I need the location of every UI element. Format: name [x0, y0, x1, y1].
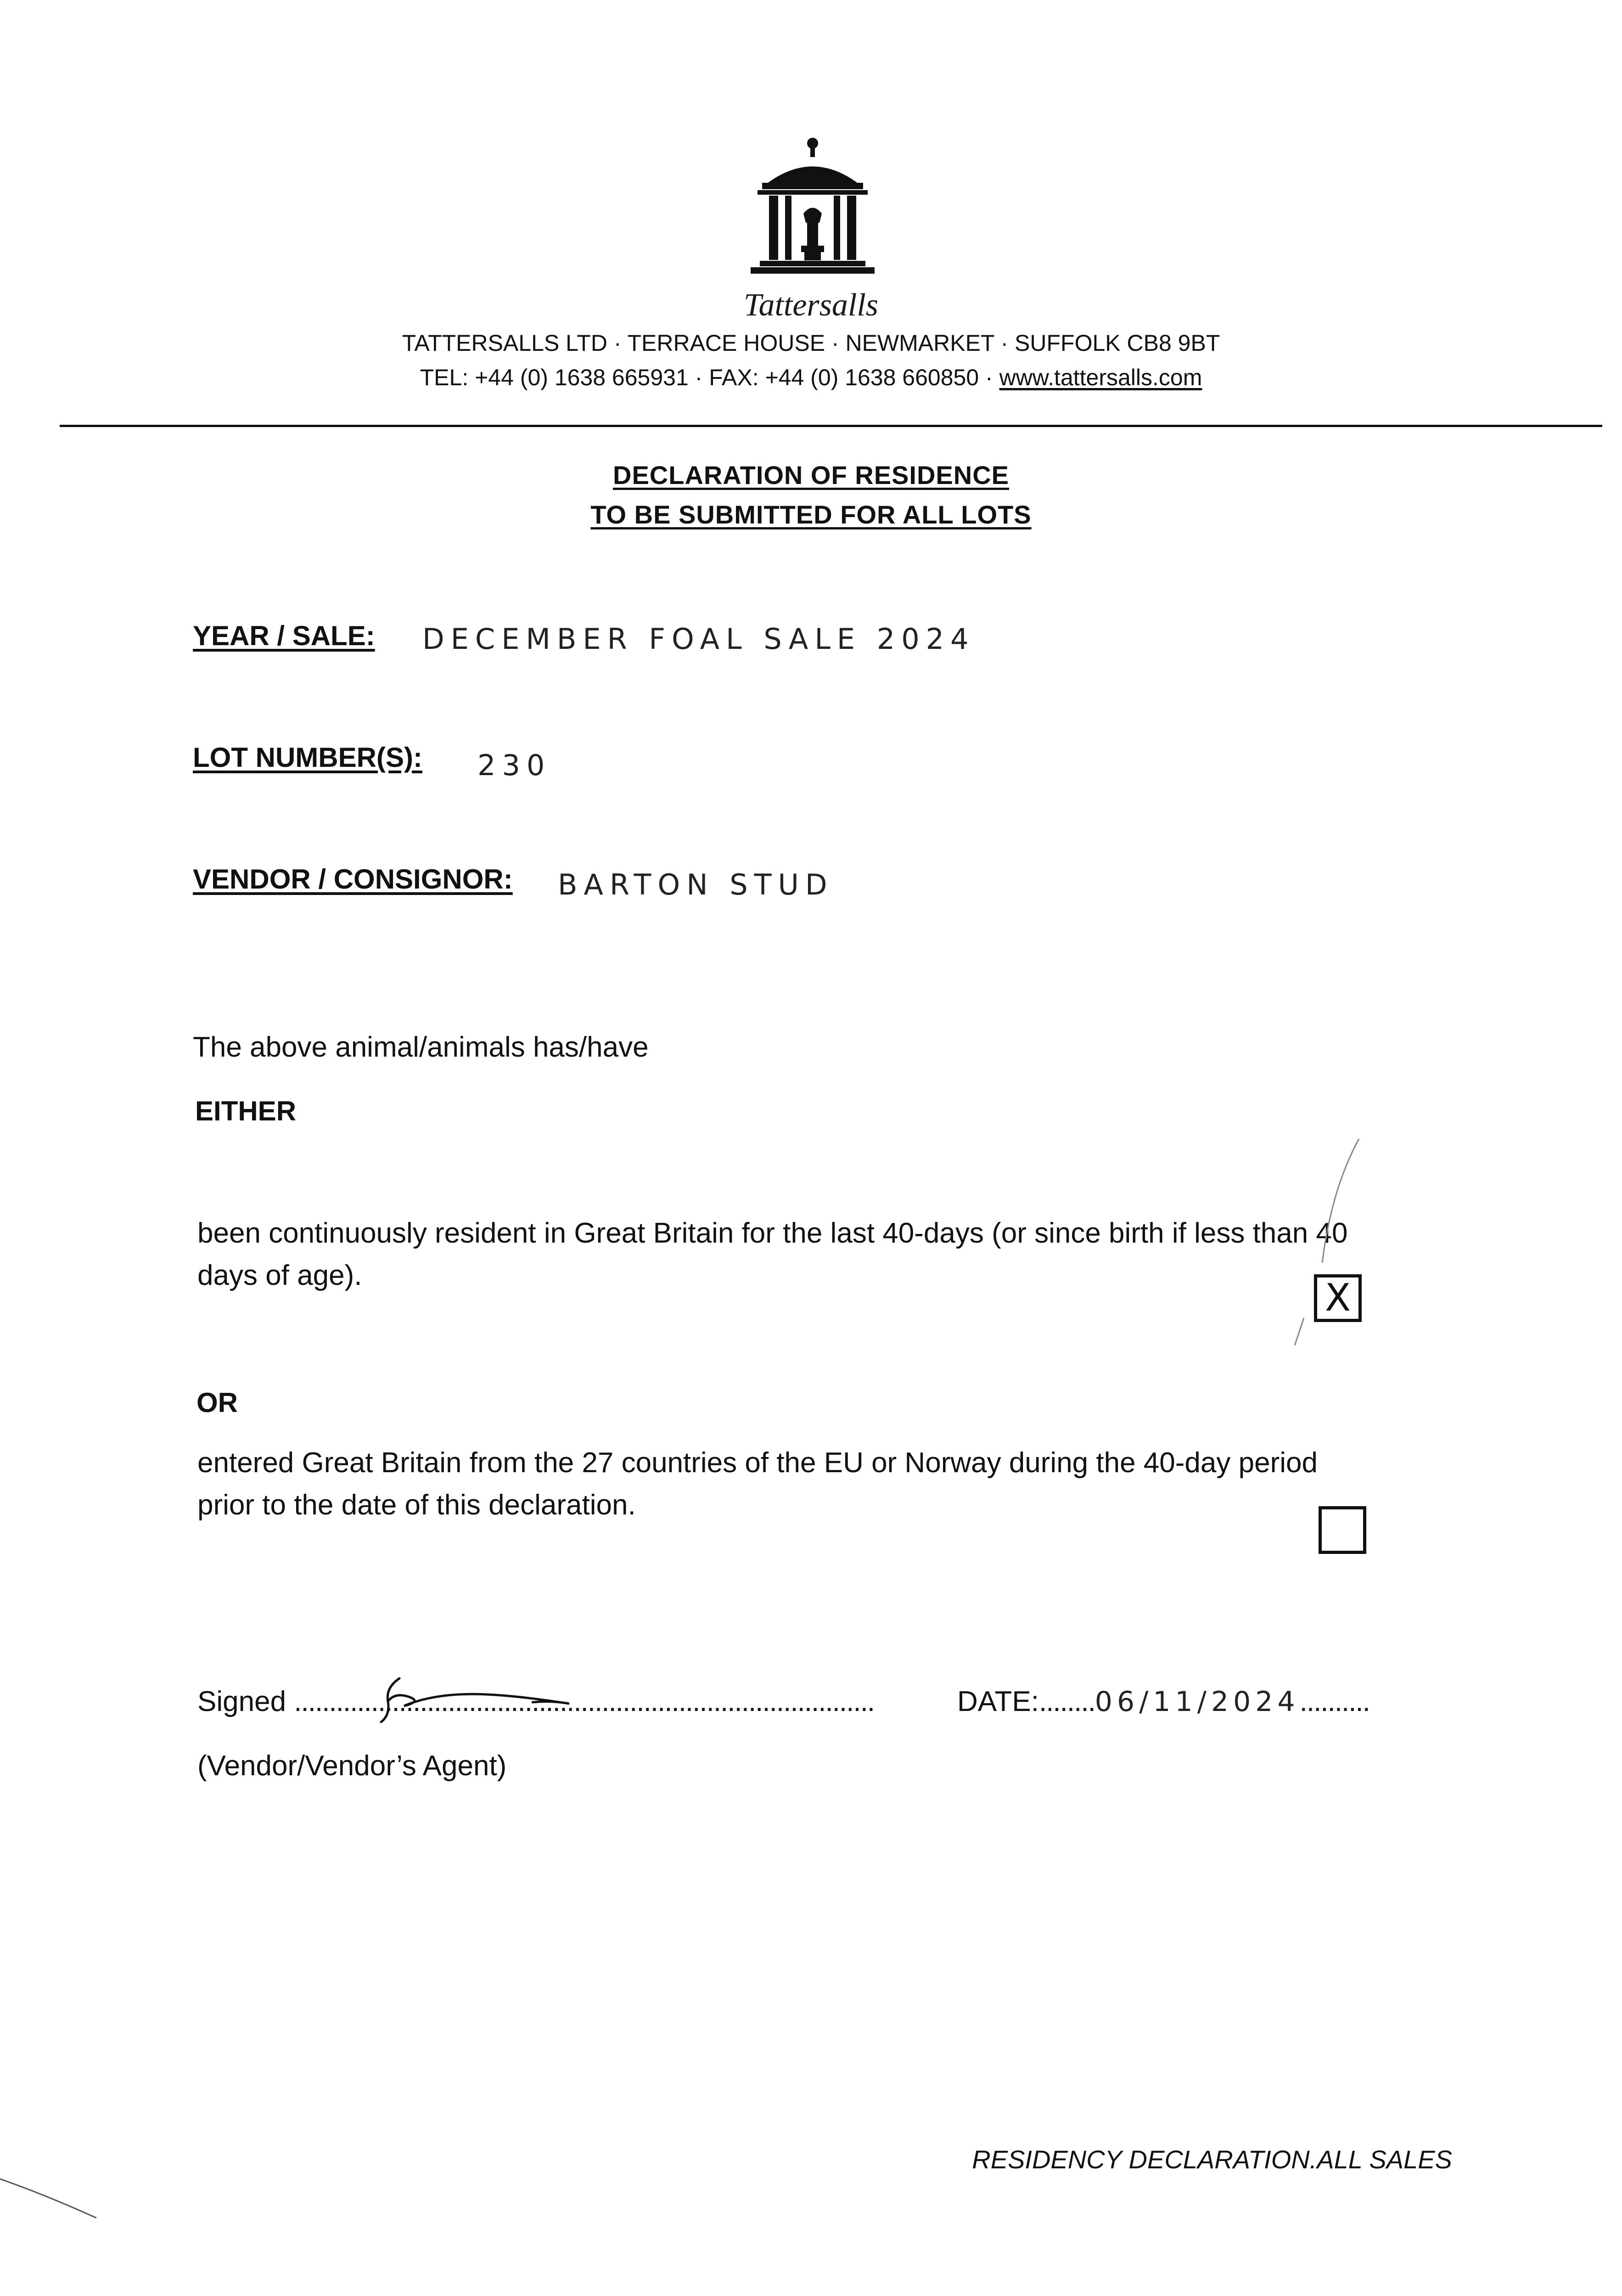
- date-dots-before: ........: [1038, 1686, 1095, 1717]
- option-2-checkbox[interactable]: [1319, 1506, 1366, 1554]
- signed-label: Signed: [197, 1686, 286, 1717]
- signatory-role: (Vendor/Vendor’s Agent): [197, 1750, 507, 1782]
- either-label: EITHER: [195, 1096, 297, 1126]
- form-subtitle: TO BE SUBMITTED FOR ALL LOTS: [590, 500, 1032, 529]
- date-value[interactable]: 06/11/2024: [1094, 1686, 1300, 1718]
- contact-line: [0, 364, 1622, 391]
- option-1-line-1: been continuously resident in Great Britain for the last 40-days (or since birth if less than 40: [197, 1217, 1348, 1249]
- date-dots-after: ..........: [1299, 1686, 1369, 1717]
- option-2-line-1: entered Great Britain from the 27 countries of the EU or Norway during the 40-day period: [197, 1447, 1318, 1479]
- year-sale-value[interactable]: DECEMBER FOAL SALE 2024: [422, 622, 975, 656]
- handwritten-signature: [367, 1660, 588, 1729]
- vendor-consignor-label: VENDOR / CONSIGNOR:: [193, 864, 513, 895]
- website-link[interactable]: www.tattersalls.com: [999, 365, 1202, 390]
- signature-dots: ...................................................................................: [294, 1686, 875, 1717]
- date-label: DATE:: [957, 1686, 1039, 1717]
- date-line: [957, 1681, 1369, 1723]
- company-address: TATTERSALLS LTD · TERRACE HOUSE · NEWMARKET · SUFFOLK CB8 9BT: [402, 330, 1220, 356]
- brand-name: Tattersalls: [743, 287, 879, 323]
- scan-mark: [0, 2167, 101, 2227]
- vendor-consignor-value[interactable]: BARTON STUD: [558, 868, 834, 901]
- option-1-line-2: days of age).: [197, 1260, 362, 1291]
- phone-fax: TEL: +44 (0) 1638 665931 · FAX: +44 (0) 1638 660850 ·: [420, 365, 999, 390]
- form-title: DECLARATION OF RESIDENCE: [613, 461, 1009, 490]
- form-reference: RESIDENCY DECLARATION.ALL SALES: [972, 2145, 1452, 2174]
- option-2-line-2: prior to the date of this declaration.: [197, 1489, 636, 1521]
- header-divider: [60, 425, 1602, 427]
- intro-text: The above animal/animals has/have: [193, 1031, 649, 1063]
- or-label: OR: [196, 1387, 238, 1418]
- year-sale-label: YEAR / SALE:: [193, 620, 375, 651]
- tattersalls-logo: [748, 133, 877, 285]
- pen-stroke-mark: [1276, 1134, 1368, 1355]
- lot-number-value[interactable]: 230: [477, 748, 551, 782]
- option-1-check-mark: X: [1325, 1276, 1351, 1320]
- lot-number-label: LOT NUMBER(S):: [193, 742, 422, 773]
